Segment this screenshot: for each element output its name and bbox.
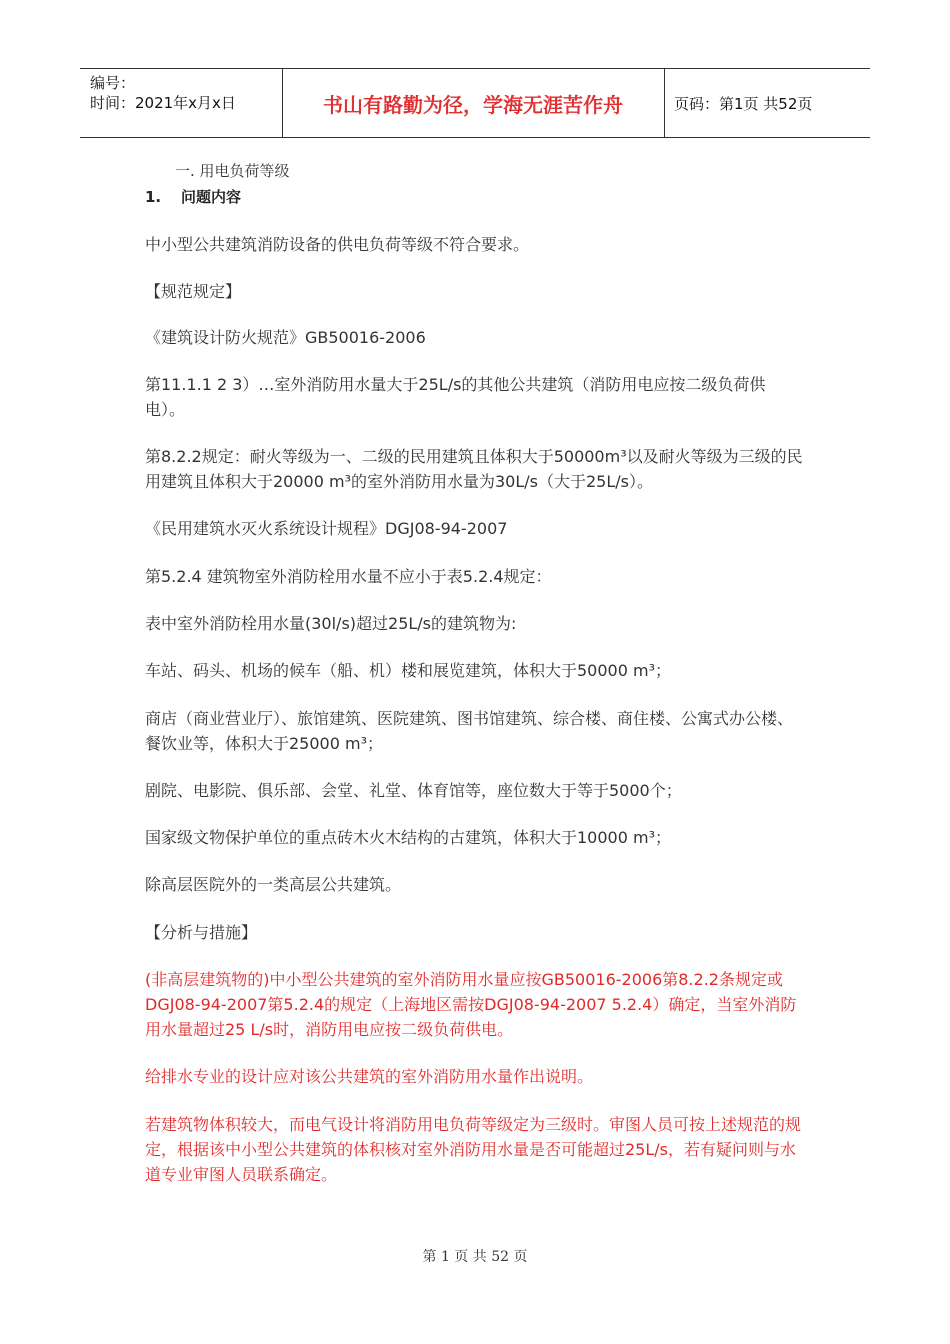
code-label: 编号： (90, 74, 136, 92)
header-motto: 书山有路勤为径，学海无涯苦作舟 (323, 92, 623, 117)
paragraph: 除高层医院外的一类高层公共建筑。 (145, 875, 402, 894)
page-footer: 第 1 页 共 52 页 (422, 1249, 528, 1265)
page-header (80, 68, 870, 138)
header-page-info: 页码：第1页 共52页 (674, 94, 813, 113)
paragraph: 剧院、电影院、俱乐部、会堂、礼堂、体育馆等，座位数大于等于5000个； (145, 781, 682, 800)
paragraph: 第11.1.1 2 3）…室外消防用水量大于25L/s的其他公共建筑（消防用电应按二级负荷供电）。 (145, 375, 766, 419)
highlighted-paragraph: (非高层建筑物的)中小型公共建筑的室外消防用水量应按GB50016-2006第8.2.2条规定或DGJ08-94-2007第5.2.4的规定（上海地区需按DGJ08-94-2007 5.2.4）确定，当室外消防用水量超过25 L/s时，消防用电应按二级负荷供电。 (145, 970, 797, 1039)
header-meta (90, 73, 236, 113)
subsection-number: 1. (145, 188, 162, 206)
subsection-heading (145, 186, 241, 207)
paragraph: 【分析与措施】 (145, 923, 258, 942)
subsection-title: 问题内容 (181, 188, 242, 206)
highlighted-paragraph: 若建筑物体积较大，而电气设计将消防用电负荷等级定为三级时。审图人员可按上述规范的规定，根据该中小型公共建筑的体积核对室外消防用水量是否可能超过25L/s，若有疑问则与水道专业审图人员联系确定。 (145, 1115, 802, 1184)
paragraph: 第5.2.4 建筑物室外消防栓用水量不应小于表5.2.4规定： (145, 567, 552, 586)
paragraph: 商店（商业营业厅）、旅馆建筑、医院建筑、图书馆建筑、综合楼、商住楼、公寓式办公楼、餐饮业等，体积大于25000 m³； (145, 709, 794, 753)
paragraph: 《民用建筑水灭火系统设计规程》DGJ08-94-2007 (145, 519, 508, 538)
paragraph: 第8.2.2规定：耐火等级为一、二级的民用建筑且体积大于50000m³以及耐火等级为三级的民用建筑且体积大于20000 m³的室外消防用水量为30L/s（大于25L/s）。 (145, 447, 803, 491)
paragraph: 车站、码头、机场的候车（船、机）楼和展览建筑，体积大于50000 m³； (145, 661, 671, 680)
time-label: 时间：2021年x月x日 (90, 94, 236, 112)
paragraph: 表中室外消防栓用水量(30l/s)超过25L/s的建筑物为: (145, 614, 517, 633)
section-title: 一. 用电负荷等级 (175, 162, 290, 180)
highlighted-paragraph: 给排水专业的设计应对该公共建筑的室外消防用水量作出说明。 (145, 1067, 594, 1086)
paragraph: 国家级文物保护单位的重点砖木火木结构的古建筑，体积大于10000 m³； (145, 828, 671, 847)
paragraph: 【规范规定】 (145, 282, 242, 301)
paragraph: 《建筑设计防火规范》GB50016-2006 (145, 328, 426, 347)
paragraph: 中小型公共建筑消防设备的供电负荷等级不符合要求。 (145, 235, 530, 254)
